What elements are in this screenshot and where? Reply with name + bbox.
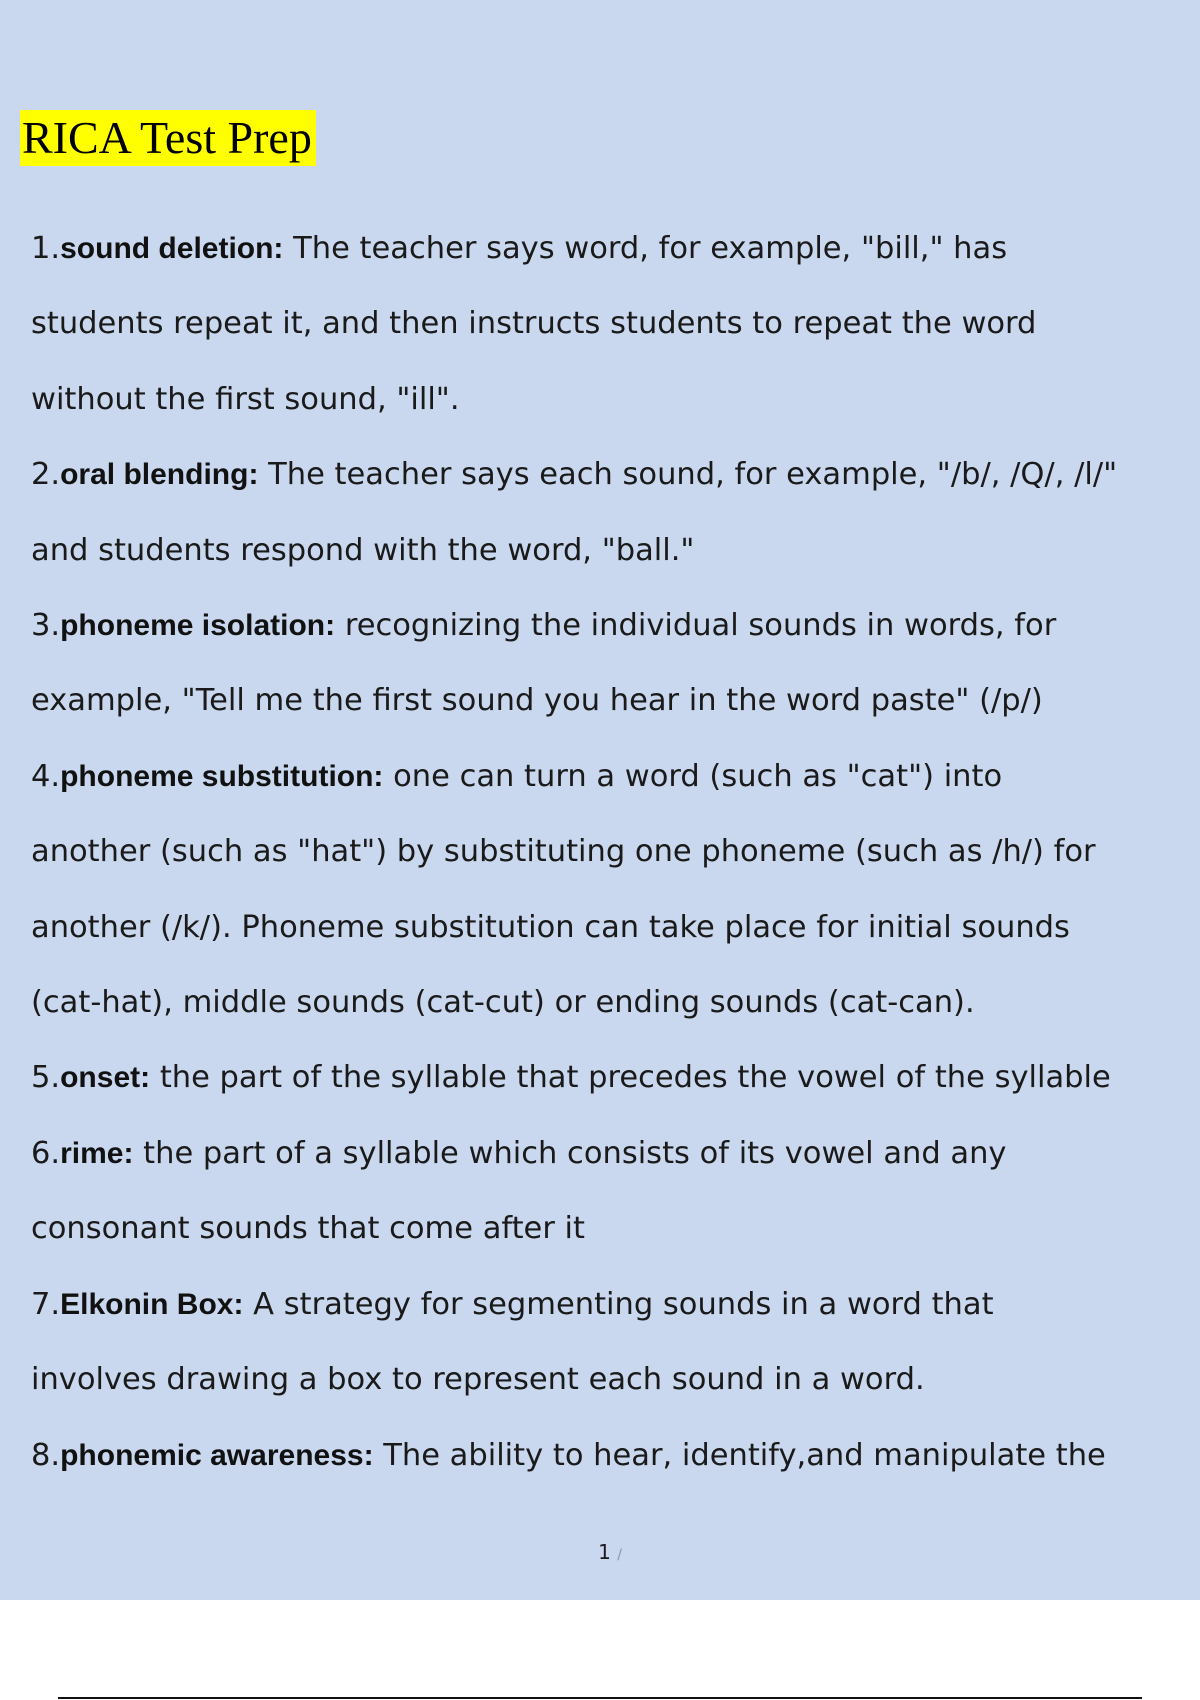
term-definition-line: the part of a syllable which consists of its vowel and any <box>143 1135 1007 1171</box>
term-number: 5. <box>31 1060 61 1096</box>
term-name: oral blending: <box>60 458 259 492</box>
page-number <box>0 1540 1200 1564</box>
term-onset <box>31 1040 1191 1115</box>
term-number: 8. <box>31 1437 61 1473</box>
term-name: phoneme substitution: <box>60 759 384 793</box>
term-definition-line: the part of the syllable that precedes the vowel of the syllable <box>159 1060 1111 1096</box>
term-definition-line: The ability to hear, identify,and manipulate the <box>383 1437 1106 1473</box>
term-phonemic-awareness <box>31 1418 1191 1493</box>
term-number: 2. <box>31 457 61 493</box>
term-phoneme-substitution <box>31 739 1191 1041</box>
term-definition-line: The teacher says word, for example, "bill," has <box>293 231 1008 266</box>
term-name: rime: <box>60 1136 134 1170</box>
term-name: Elkonin Box: <box>60 1287 244 1321</box>
term-number: 3. <box>31 608 61 644</box>
page-number-separator: / <box>617 1547 622 1563</box>
term-oral-blending <box>31 437 1191 588</box>
term-definition-line: The teacher says each sound, for example, "/b/, /Q/, /l/" <box>268 457 1118 493</box>
term-definition-line: one can turn a word (such as "cat") into <box>393 758 1003 794</box>
term-name: phonemic awareness: <box>60 1438 374 1472</box>
term-list <box>31 211 1191 1493</box>
footer-divider <box>58 1697 1142 1699</box>
term-definition-line: A strategy for segmenting sounds in a word that <box>253 1286 994 1322</box>
page-number-value: 1 <box>598 1540 611 1564</box>
term-definition-line: recognizing the individual sounds in words, for <box>344 608 1057 644</box>
term-number: 7. <box>31 1286 61 1322</box>
term-name: phoneme isolation: <box>60 609 336 643</box>
term-number: 1. <box>31 231 61 266</box>
term-definition-line: another (such as "hat") by substituting one phoneme (such as /h/) for <box>31 834 1096 870</box>
term-name: sound deletion: <box>60 232 284 265</box>
term-definition-line: without the first sound, "ill". <box>31 381 460 417</box>
term-definition-line: involves drawing a box to represent each sound in a word. <box>31 1362 925 1398</box>
term-rime <box>31 1116 1191 1267</box>
term-definition-line: (cat-hat), middle sounds (cat-cut) or ending sounds (cat-can). <box>31 985 975 1021</box>
term-number: 6. <box>31 1135 61 1171</box>
term-definition-line: and students respond with the word, "ball." <box>31 532 695 568</box>
term-elkonin-box <box>31 1267 1191 1418</box>
term-definition-line: example, "Tell me the first sound you hear in the word paste" (/p/) <box>31 683 1043 719</box>
term-definition-line: another (/k/). Phoneme substitution can take place for initial sounds <box>31 909 1070 945</box>
term-phoneme-isolation <box>31 588 1191 739</box>
term-name: onset: <box>60 1061 151 1095</box>
term-definition-line: consonant sounds that come after it <box>31 1211 585 1247</box>
term-sound-deletion <box>31 211 1191 437</box>
term-number: 4. <box>31 758 61 794</box>
page-title: RICA Test Prep <box>20 110 316 166</box>
term-definition-line: students repeat it, and then instructs students to repeat the word <box>31 306 1037 342</box>
